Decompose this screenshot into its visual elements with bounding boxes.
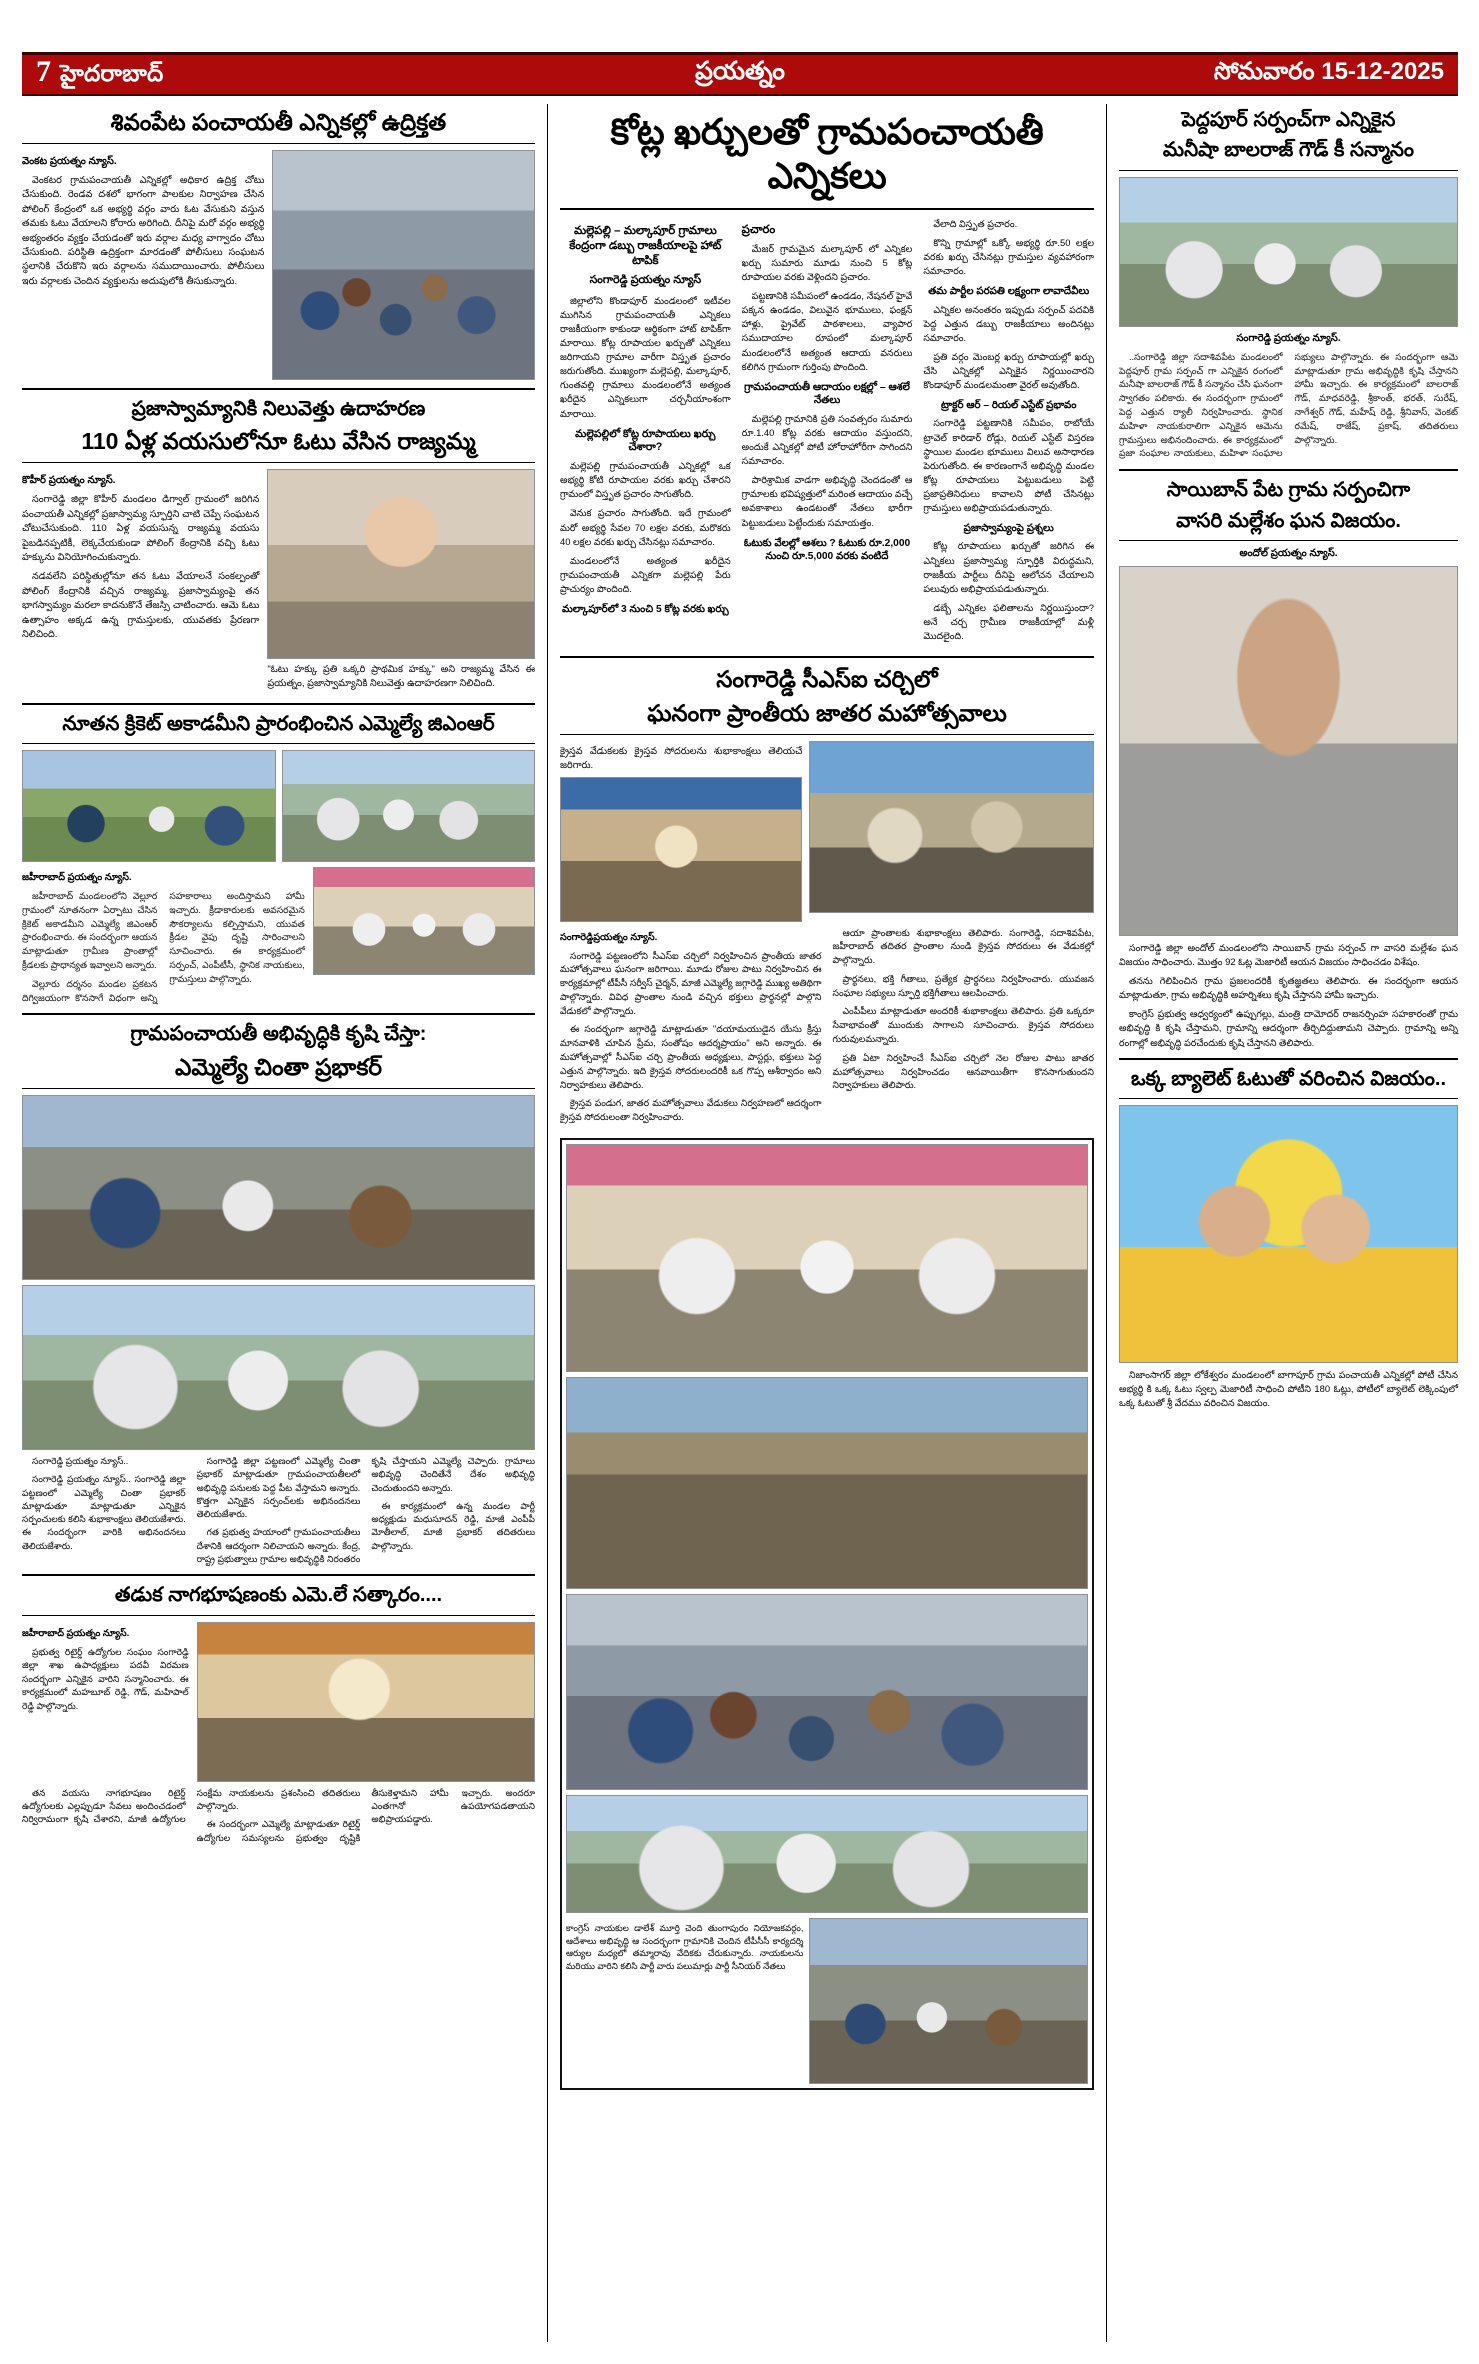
divider bbox=[22, 743, 535, 744]
article-chinta-prabhakar bbox=[22, 1022, 535, 1566]
article-peddapur-sarpanch bbox=[1119, 108, 1458, 461]
divider bbox=[22, 1013, 535, 1015]
body-church-5: ప్రార్థనలు, భక్తి గీతాలు, ప్రత్యేక ప్రార్థనలు నిర్వహించారు. యువజన సంఘాల సభ్యులు స్ఫూర్తి భక్తిగీతాలు ఆలపించారు. bbox=[832, 973, 1094, 998]
divider bbox=[560, 656, 1094, 658]
headline-one-ballot: ఒక్క బ్యాలెట్ ఓటుతో వరించిన విజయం.. bbox=[1130, 1067, 1447, 1090]
headline-rajyamma-vote: 110 ఏళ్ల వయసులోనూ ఓటు వేసిన రాజ్యమ్మ bbox=[81, 428, 476, 455]
photo-church-ceremony bbox=[560, 777, 802, 922]
body-saibanpet-1: సంగారెడ్డి జిల్లా అందోల్ మండలంలోని సాయిబాన్ గ్రామ సర్పంచ్ గా వాసరి మల్లేశం ఘన విజయం సాధించారు. మొత్తం 92 ఓట్ల మెజారిటీ ఆయన విజయం సాధించడం విశేషం. bbox=[1119, 941, 1458, 968]
divider bbox=[22, 388, 535, 390]
divider bbox=[1119, 170, 1458, 171]
photo-shivampet-polling bbox=[272, 150, 535, 380]
photo-chinta-group-2 bbox=[22, 1285, 535, 1450]
body-church-7: ప్రతి ఏటా నిర్వహించే సీఎస్ఐ చర్చిలో నెల రోజుల పాటు జాతర మహోత్సవాలు నిర్వహించడం ఆనవాయితీగా కొనసాగుతుందని నిర్వాహకులు తెలిపారు. bbox=[832, 1052, 1094, 1091]
photo-box-1 bbox=[566, 1144, 1088, 1372]
headline-saibanpet-2: వాసరి మల్లేశం ఘన విజయం. bbox=[1176, 509, 1401, 532]
photo-box-5 bbox=[809, 1918, 1088, 2084]
main-c2-p2: పట్టణానికి సమీపంలో ఉండడం, నేషనల్ హైవే పక్కన ఉండడం, విలువైన భూములు, ఫంక్షన్ హాళ్లు, ప్రైవేట్ పాఠశాలలు, వ్యాపార సముదాయాల రూపంలో మల్కాపూర్ మండలంలోనే అత్యంత ఆదాయ వనరులు కలిగిన గ్రామంగా గుర్తింపు పొందింది. bbox=[741, 290, 913, 372]
middle-column bbox=[547, 104, 1107, 2342]
divider bbox=[1119, 1058, 1458, 1060]
right-column bbox=[1107, 104, 1458, 2342]
divider bbox=[1119, 469, 1458, 471]
headline-shivampet: శివంపేట పంచాయతీ ఎన్నికల్లో ఉద్రిక్తత bbox=[110, 109, 447, 135]
body-peddapur: ..సంగారెడ్డి జిల్లా సదాశివపేట మండలంలో పెద్దపూర్ గ్రామ సర్పంచ్ గా ఎన్నికైన రంగంలో మనీషా బాలరాజ్ గౌడ్ కీ సన్మానం చేసి ఘనంగా స్వాగతం పలికారు. ఈ సందర్భంగా గ్రామంలో పెద్ద ఎత్తున ర్యాలీ నిర్వహించారు. స్థానిక మహిళా నాయకురాలిగా ఎన్నికైన ఆమెను గ్రామస్తులు అభినందించారు. ఈ కార్యక్రమంలో ప్రజా సంఘాల నాయకులు, మహిళా సంఘాల సభ్యులు పాల్గొన్నారు. ఈ సందర్భంగా ఆమె మాట్లాడుతూ గ్రామ అభివృద్ధికి కృషి చేస్తానని హామీ ఇచ్చారు. ఈ కార్యక్రమంలో బాలరాజ్ గౌడ్, మాధవరెడ్డి, శ్రీకాంత్, భరత్, సురేష్, నాగేశ్వర్ గౌడ్, మహేష్ రెడ్డి, శ్రీనివాస్, వెంకట్ రమేష్, రాజేష్, ప్రకాష్, తదితరులు పాల్గొన్నారు. bbox=[1119, 351, 1458, 459]
body-church-6: ఎంపీపీలు మాట్లాడుతూ అందరికీ శుభాకాంక్షలు తెలిపారు. ప్రతి ఒక్కరూ సేవాభావంతో ముందుకు సాగాలని సూచించారు. క్రైస్తవ సోదరులు గురువులమన్నారు. bbox=[832, 1006, 1094, 1045]
masthead-left bbox=[36, 54, 164, 93]
main-c3-p3: ఎన్నికల అనంతరం ఇప్పుడు సర్పంచ్ పదవికి పెద్ద ఎత్తున డబ్బు రాజకీయాలు అందినట్లు సమాచారం. bbox=[923, 303, 1095, 343]
main-c3-p2: కొన్ని గ్రామాల్లో ఒక్కో అభ్యర్థి రూ.50 లక్షల వరకు ఖర్చు చేసినట్లు గ్రామస్తుల వ్యవహారంగా సమాచారం. bbox=[923, 236, 1095, 277]
body-church-2: ఈ సందర్భంగా జగ్గారెడ్డి మాట్లాడుతూ "దయామయుడైన యేసు క్రీస్తు మానవాళికి చూపిన ప్రేమ, సంతోషం ఆదర్శప్రాయం" అని అన్నారు. ఈ మహోత్సవాల్లో సీఎస్ఐ చర్చి ప్రాంతీయ అధ్యక్షులు, పాస్టర్లు, భక్తులు పెద్ద ఎత్తున పాల్గొన్నారు. ఇది క్రైస్తవ సోదరులందరికీ ఒక గొప్ప ఆశీర్వాదం అని నిర్వాహకులు తెలిపారు. bbox=[560, 1024, 822, 1090]
city-name: హైదరాబాద్ bbox=[60, 59, 164, 86]
main-c3-p7: డబ్బే ఎన్నికల ఫలితాలను నిర్ణయిస్తుందా? అనే చర్చ గ్రామీణ రాజకీయాల్లో మళ్లీ మొదలైంది. bbox=[923, 601, 1095, 642]
body-naaga-3: ఈ సందర్భంగా ఎమ్మెల్యే మాట్లాడుతూ రిటైర్డ్ ఉద్యోగుల సమస్యలను ప్రభుత్వం దృష్టికి తీసుకెళ్తామని హామీ ఇచ్చారు. అందరూ ఎంతగానో ఉపయోగపడతాయని అభిప్రాయపడ్డారు. bbox=[196, 1787, 535, 1843]
article-csi-church bbox=[560, 665, 1094, 1130]
main-headline: కోట్ల ఖర్చులతో గ్రామపంచాయతీ ఎన్నికలు bbox=[610, 111, 1044, 196]
subhead-publicity: ప్రచారం bbox=[741, 223, 776, 236]
photo-box-4 bbox=[566, 1795, 1088, 1913]
divider bbox=[1119, 1098, 1458, 1099]
divider bbox=[560, 208, 1094, 210]
photo-cricket-3 bbox=[313, 867, 535, 975]
body-rajyamma: సంగారెడ్డి జిల్లా కొహీర్ మండలం డిగ్వాల్ గ్రామంలో జరిగిన పంచాయతీ ఎన్నికల్లో ప్రజాస్వామ్య స్ఫూర్తిని చాటి చెప్పే సంఘటన చోటుచేసుకుంది. 110 ఏళ్ల వయసున్న రాజ్యమ్మ వయసు పైబడినప్పటికీ, లెక్కచేయకుండా పోలింగ్ కేంద్రానికి వచ్చి ఓటు హక్కును వినియోగించుకున్నారు. bbox=[22, 494, 260, 564]
divider bbox=[560, 734, 1094, 735]
divider bbox=[22, 1088, 535, 1089]
headline-naagabhushanam: తడుక నాగభూషణంకు ఎమె.లే సత్కారం.... bbox=[114, 1584, 443, 1607]
divider bbox=[1119, 540, 1458, 541]
article-rajyamma bbox=[22, 397, 535, 695]
body-chinta-2: సంగారెడ్డి జిల్లా పట్టణంలో ఎమ్మెల్యే చింతా ప్రభాకర్ మాట్లాడుతూ గ్రామపంచాయతీలలో అభివృద్ధి పనులకు పెద్ద పీట వేస్తామని అన్నారు. కొత్తగా ఎన్నికైన సర్పంచ్‌లకు అభినందనలు తెలియజేశారు. bbox=[196, 1455, 361, 1520]
subhead-democracy-questions: ప్రజాస్వామ్యంపై ప్రశ్నలు bbox=[963, 523, 1054, 535]
divider bbox=[22, 1574, 535, 1576]
main-c3-p4: ప్రతి వర్గం మెంబర్ల ఖర్చు రూపాయల్లో ఖర్చు చేసి ఎన్నికల్లో ఎన్నికైన నిర్ణయించారని కొండాపూర్ మండలమంతా వైరల్ అవుతోంది. bbox=[923, 350, 1095, 391]
byline-main: సంగారెడ్డి ప్రయత్నం న్యూస్ bbox=[589, 273, 702, 286]
main-c3-p1: వేలాది విస్తృత ప్రచారం. bbox=[933, 217, 1018, 229]
page-content bbox=[22, 104, 1458, 2342]
byline-sangareddy-4: సంగారెడ్డి ప్రయత్నం న్యూస్.. bbox=[32, 1455, 129, 1466]
left-column bbox=[22, 104, 547, 2342]
byline-peddapur: సంగారెడ్డి ప్రయత్నం న్యూస్. bbox=[1236, 332, 1341, 344]
main-p1: జిల్లాలోని కొండాపూర్ మండలంలో ఇటీవల ముగిసిన గ్రామపంచాయతీ ఎన్నికలు రాజకీయంగా కాకుండా ఆర్థికంగా హాట్ టాపిక్‌గా మారాయి. కోట్ల రూపాయల ఖర్చుతో ఎన్నికలు జరిగాయని గ్రామాల వారీగా విస్తృత ప్రచారం జరుగుతోంది. ముఖ్యంగా మల్లెపల్లి, మల్కాపూర్, గుంతవల్లి గ్రామాలు మండలంలోనే అత్యంత ఖరీదైన ఎన్నికలుగా చర్చనీయాంశంగా మారాయి. bbox=[560, 294, 731, 419]
photo-box-3 bbox=[566, 1594, 1088, 1790]
article-shivampet bbox=[22, 108, 535, 380]
headline-cricket-academy: నూతన క్రికెట్ అకాడమీని ప్రారంభించిన ఎమ్మెల్యే జిఎంఆర్ bbox=[62, 712, 495, 735]
photo-cricket-1 bbox=[22, 750, 276, 862]
body-saibanpet-2: తనను గెలిపించిన గ్రామ ప్రజలందరికీ కృతజ్ఞతలు తెలిపారు. ఈ సందర్భంగా ఆయన మాట్లాడుతూ, గ్రామ అభివృద్ధికి అహర్నిశలు కృషి చేస్తానని హామీ ఇచ్చారు. bbox=[1119, 975, 1458, 1001]
photo-box-bottom bbox=[560, 1138, 1094, 2090]
byline-shivampet: వెంకట ప్రయత్నం న్యూస్. bbox=[22, 156, 117, 168]
article-cricket-academy bbox=[22, 712, 535, 1006]
byline-andol: అందోల్ ప్రయత్నం న్యూస్. bbox=[1239, 547, 1338, 559]
note-malkapur-expense: మల్కాపూర్‌లో 3 నుంచి 5 కోట్ల వరకు ఖర్చు bbox=[562, 604, 729, 616]
photo-box-2 bbox=[566, 1377, 1088, 1589]
body-cricket-2: వెల్లూరు దర్శనం మండల ప్రకటన దిగ్విజయంగా కొనసాగే విధంగా అన్ని సహకారాలు అందిస్తామని హామీ ఇచ్చారు. క్రీడాకారులకు అవసరమైన సౌకర్యాలను కల్పిస్తామని, యువత క్రీడల వైపు దృష్టి సారించాలని సూచించారు. ఈ కార్యక్రమంలో సర్పంచ్, ఎంపీటీసీ, స్థానిక నాయకులు, గ్రామస్తులు పాల్గొన్నారు. bbox=[22, 891, 305, 1003]
body-chinta-3: గత ప్రభుత్వ హయాంలో గ్రామపంచాయతీలు దేశానికి ఆదర్శంగా నిలిచాయని అన్నారు. కేంద్ర, రాష్ట్ర ప్రభుత్వాలు గ్రామాల అభివృద్ధికి నిరంతరం కృషి చేస్తాయని ఎమ్మెల్యే చెప్పారు. గ్రామాలు అభివృద్ధి చెందితేనే దేశం అభివృద్ధి చెందుతుందని అన్నారు. bbox=[196, 1455, 535, 1565]
subhead-real-estate: ట్రాక్టర్ ఆర్ – రియల్ ఎస్టేట్ ప్రభావం bbox=[940, 400, 1077, 412]
body-church-4: ఆయా ప్రాంతాలకు శుభాకాంక్షలు తెలిపారు. సంగారెడ్డి, సదాశివపేట, జహీరాబాద్ తదితర ప్రాంతాల నుండి క్రైస్తవ సోదరులు ఈ వేడుకల్లో పాల్గొన్నారు. bbox=[832, 927, 1094, 966]
headline-democracy-example: ప్రజాస్వామ్యానికి నిలువెత్తు ఉదాహరణ bbox=[131, 398, 426, 421]
subhead-mallepalli-crores: మల్లెపల్లిలో కోట్ల రూపాయలు ఖర్చు చేశారా? bbox=[575, 427, 716, 454]
headline-peddapur-1: పెద్దపూర్ సర్పంచ్‌గా ఎన్నికైన bbox=[1181, 109, 1396, 131]
article-naagabhushanam bbox=[22, 1583, 535, 1845]
byline-zaheerabad: జహీరాబాద్ ప్రయత్నం న్యూస్. bbox=[22, 872, 132, 884]
main-article-body bbox=[560, 217, 1094, 648]
body-one-ballot: నిజాంసాగర్ జిల్లా లోకేశ్వరం మండలంలో బాగాపూర్ గ్రామ పంచాయతీ ఎన్నికల్లో పోటీ చేసిన అభ్యర్థి కి ఒక్క ఓటు స్వల్ప మెజారిటీ సాధించి పోటీని 180 ఓట్లు, పోటీలో బ్యాలెట్ లెక్కింపులో ఒక్క ఓటుతో శ్రీ వేదము వరించిన విజయం. bbox=[1119, 1369, 1458, 1409]
page-number: 7 bbox=[36, 54, 51, 88]
divider bbox=[22, 703, 535, 705]
subhead-party-transactions: తమ పార్టీల పరపతి లక్ష్యంగా లావాదేవీలు bbox=[928, 286, 1090, 298]
main-p2: మల్లెపల్లి గ్రామపంచాయతీ ఎన్నికల్లో ఒక అభ్యర్థి కోటి రూపాయల వరకు ఖర్చు చేశారని గ్రామంలో విస్తృత ప్రచారం సాగుతోంది. bbox=[560, 460, 731, 500]
headline-mla-chinta: ఎమ్మెల్యే చింతా ప్రభాకర్ bbox=[175, 1053, 382, 1080]
divider bbox=[22, 1615, 535, 1616]
main-c2-p3: మల్లెపల్లి గ్రామానికి ప్రతి సంవత్సరం సుమారు రూ.1.40 కోట్ల వరకు ఆదాయం వస్తుందని, అందుకే ఎన్నికల్లో పోటీ హోరాహోరీగా సాగిందని సమాచారం. bbox=[741, 412, 913, 467]
photo-caption-rajyamma: "ఓటు హక్కు ప్రతి ఒక్కరి ప్రాథమిక హక్కు" అని రాజ్యమ్మ వేసిన ఈ ప్రయత్నం, ప్రజాస్వామ్యానికి నిలువెత్తు ఉదాహరణగా నిలిచింది. bbox=[267, 664, 535, 690]
subhead-panchayat-income: గ్రామపంచాయతీ ఆదాయం లక్షల్లో – ఆశలే నేతలు bbox=[744, 381, 910, 407]
byline-zaheerabad-5: జహీరాబాద్ ప్రయత్నం న్యూస్. bbox=[22, 1626, 130, 1638]
main-p3: వెనుక ప్రచారం సాగుతోంది. ఇదే గ్రామంలో మరో అభ్యర్థి సేవల 70 లక్షల వరకు, మరొకరు 40 లక్షల వరకు ఖర్చు చేసినట్లు సమాచారం. bbox=[560, 507, 731, 547]
main-c2-p1: మేజర్ గ్రామమైన మల్కాపూర్ లో ఎన్నికల ఖర్చు సుమారు మూడు నుంచి 5 కోట్ల రూపాయల వరకు వెళ్లిందని ప్రచారం. bbox=[741, 242, 913, 283]
body-naaga-2: తన వయసు నాగభూషణం రిటైర్డ్ ఉద్యోగులకు ఎల్లప్పుడూ సేవలు అందించడంలో నిర్విరామంగా కృషి చేశారని, మాజీ ఉద్యోగుల సంక్షేమ నాయకులను ప్రశంసించి తదితరులు పాల్గొన్నారు. bbox=[22, 1787, 361, 1825]
main-p4: మండలంలోనే అత్యంత ఖరీదైన గ్రామపంచాయతీ ఎన్నికగా మల్లెపల్లి పేరు ప్రాచుర్యం పొందింది. bbox=[560, 554, 731, 595]
body-shivampet: వెంకటర గ్రామపంచాయతీ ఎన్నికల్లో అధికార ఉద్రిక్త చోటు చేసుకుంది. రెండవ దశలో భాగంగా పాలకుల నిర్వాహణ చేసిన పోలింగ్ కేంద్రంలో ఒక అభ్యర్థి వర్గం వారు ఓట వేసుకుని వస్తున తమకు ఓటు వేయాలని కోరారు అరిగింది. దీనిపై మరో వర్గం అభ్యర్థి అభ్యంతరం వ్యక్తం చేయడంతో ఇరు వర్గాల మధ్య వాగ్వాదం చోటు చేసుకుంది. పరిస్థితి ఉద్రిక్తంగా మారడంతో పోలీసులు సంఘటన స్థలానికి చేరుకొని ఇరు వర్గాలను సముదాయించారు. పోలీసులు ఇరు వర్గాలకు చెందిన వ్యక్తులను అదుపులోకి తీసుకున్నారు. bbox=[22, 175, 265, 287]
body-chinta-1: సంగారెడ్డి ప్రయత్నం న్యూస్.. సంగారెడ్డి జిల్లా పట్టణంలో ఎమ్మెల్యే చింతా ప్రభాకర్ మాట్లాడుతూ మాట్లాడుతూ ఎన్నికైన సర్పంచులకు కలిసి శుభాకాంక్షలు తెలియజేశారు. ఈ సందర్భంగా వారికి అభినందనలు తెలియజేశారు. bbox=[22, 1474, 186, 1551]
byline-church: సంగారెడ్డిప్రయత్నం న్యూస్. bbox=[560, 931, 658, 943]
headline-panchayat-development: గ్రామపంచాయతీ అభివృద్ధికి కృషి చేస్తా: bbox=[130, 1023, 427, 1046]
photo-malleshem-portrait bbox=[1119, 566, 1458, 936]
body-church-1: సంగారెడ్డి పట్టణంలోని సీఎస్ఐ చర్చిలో నిర్వహించిన ప్రాంతీయ జాతర మహోత్సవాలు ఘనంగా జరిగాయి. మూడు రోజుల పాటు నిర్వహించిన ఈ కార్యక్రమాల్లో టీపీసీ సర్వీస్ చైర్మన్, మాజీ ఎమ్మెల్యే జగ్గారెడ్డి ముఖ్య అతిథిగా పాల్గొన్నారు. వివిధ ప్రాంతాల నుండి వచ్చిన భక్తులు ప్రార్థనల్లో పాల్గొని వేడుకలో పాల్గొన్నారు. bbox=[560, 950, 822, 1016]
photo-rajyamma bbox=[267, 469, 535, 659]
main-c2-p4: పారిశ్రామిక వాడగా అభివృద్ధి చెందడంతో ఆ గ్రామాలకు భవిష్యత్తులో మరింత ఆదాయం వచ్చే అవకాశాలు ఉండటంతో నేతలు భారీగా పెట్టుబడులు పెట్టేందుకు సమాయత్తం. bbox=[741, 474, 913, 528]
divider bbox=[22, 462, 535, 463]
byline-kohir: కొహీర్ ప్రయత్నం న్యూస్. bbox=[22, 475, 116, 487]
subhead-mallepalli-malkapur: మల్లెపల్లి – మల్కాపూర్ గ్రామాలు కేంద్రంగా డబ్బు రాజకీయాలపై హాట్ టాపిక్ bbox=[569, 224, 722, 267]
photo-winner-couple bbox=[1119, 1105, 1458, 1363]
body-naaga-1: ప్రభుత్వ రిటైర్డ్ ఉద్యోగుల సంఘం సంగారెడ్డి జిల్లా శాఖ ఉపాధ్యక్షులు పదవీ విరమణ సందర్భంగా ఎన్నికైన వారిని సన్మానించారు. ఈ కార్యక్రమంలో మహబూబ్ రెడ్డి, గౌడ్, మహిపాల్ రెడ్డి పాల్గొన్నారు. bbox=[22, 1646, 189, 1711]
caption-box-bottom: కాంగ్రెస్ నాయకుల డాలేశ్ మూర్తి చెంది తుంగాపురం నియోజకవర్గం, ఆదేశాలు అభివృద్ధి ఆ సందర్భంగా గ్రామానికి చెందిన టీపీసీసీ కార్యదర్శి ఆర్యుల మధ్యలో తమ్మారావు వేదికకు చేరుకున్నారు. నాయకులను మరియు వారిని కలిసి పార్టీ వారు పలుమార్లు పార్టీ సీనియర్ నేతలు bbox=[566, 1923, 804, 1971]
headline-csi-church-1: సంగారెడ్డి సీఎస్ఐ చర్చిలో bbox=[716, 666, 938, 693]
headline-saibanpet-1: సాయిబాన్ పేట గ్రామ సర్పంచిగా bbox=[1166, 479, 1411, 502]
article-saibanpet-sarpanch bbox=[1119, 478, 1458, 1050]
body-church-3: క్రైస్తవ పండుగ, జాతర మహోత్సవాలు వేడుకలు నిర్వహణలో ఆదర్శంగా క్రైస్తవ సోదరులంతా నిర్వహించారు. bbox=[560, 1098, 822, 1123]
body-saibanpet-3: కాంగ్రెస్ ప్రభుత్వ ఆధ్వర్యంలో ఉప్పుగల్లు, మంత్రి దామోదర్ రాజనర్సింహ సహకారంతో గ్రామ అభివృద్ధి కి కృషి చేస్తామని, గ్రామాన్ని ఆదర్శంగా తీర్చిదిద్దుతామని చెప్పారు. గ్రామాన్ని అన్ని రంగాల్లో అభివృద్ధి పరచేందుకు కృషి చేస్తానని తెలిపారు. bbox=[1119, 1008, 1458, 1048]
body-cricket-1: జహీరాబాద్ మండలంలోని వెల్లూర గ్రామంలో నూతనంగా ఏర్పాటు చేసిన క్రికెట్ అకాడమీని ఎమ్మెల్యే జిఎంఆర్ ప్రారంభించారు. ఈ సందర్భంగా ఆయన మాట్లాడుతూ గ్రామీణ ప్రాంతాల్లో క్రీడలకు ప్రాధాన్యత ఇవ్వాలని అన్నారు. bbox=[22, 891, 158, 971]
subhead-vote-price: ఓటుకు వేలల్లో ఆశలు ? ఓటుకు రూ.2,000 నుంచి రూ.5,000 వరకు వంటిదే bbox=[743, 537, 911, 562]
article-one-ballot-vote bbox=[1119, 1067, 1458, 1411]
divider bbox=[22, 143, 535, 144]
photo-felicitation bbox=[197, 1622, 535, 1782]
body-chinta-4: ఈ కార్యక్రమంలో ఉన్న మండల పార్టీ అధ్యక్షుడు మధుసూదన్ రెడ్డి, మాజీ ఎంపీపీ మోతీలాల్, మాజీ ప్రభాకర్ తదితరులు పాల్గొన్నారు. bbox=[371, 1500, 535, 1551]
caption-rajyamma: నడవలేని పరిస్థితుల్లోనూ తన ఓటు వేయాలనే సంకల్పంతో పోలింగ్ కేంద్రానికి వచ్చిన రాజ్యమ్మ, ప్రజాస్వామ్యంపై తన భాగస్వామ్యం మరలా కాదనుకొనే తేజస్సి చాటించారు. ఆమె ఓటు ఉత్సాహం అక్కడ ఉన్న గ్రామస్తులకు, యువతకు ప్రేరణగా నిలిచింది. bbox=[22, 571, 260, 640]
photo-cricket-2 bbox=[282, 750, 536, 862]
photo-peddapur-group bbox=[1119, 177, 1458, 327]
publication-date: సోమవారం 15-12-2025 bbox=[1213, 58, 1444, 85]
masthead bbox=[22, 52, 1458, 96]
main-c3-p6: కోట్ల రూపాయలు ఖర్చుతో జరిగిన ఈ ఎన్నికలు ప్రజాస్వామ్య స్ఫూర్తికి విరుద్ధమని, రాజకీయ పార్టీలు దీనిపై ఆలోచన చేయాలని పలువురు అభిప్రాయపడుతున్నారు. bbox=[923, 540, 1095, 594]
caption-church-1: క్రైస్తవ వేడుకలకు క్రైస్తవ సోదరులను శుభాకాంక్షలు తెలియచే జరిగారు. bbox=[560, 746, 803, 771]
main-c3-p5: సంగారెడ్డి పట్టణానికి సమీపం, రాబోయే ట్రావెల్ కారిడార్ రోడ్లు, రియల్ ఎస్టేట్ విస్తరణ స్థాయిల మండల భూములు విలువ అసాధారణ పెరుగుతోంది. ఈ కారణంగానే అభివృద్ధి మండల కోట్ల రూపాయలు పెట్టుబడులు పెట్టి ప్రజాప్రతినిధులు కావాలని పోటీ చేసినట్లు గ్రామస్తులు అభిప్రాయపడుతున్నారు. bbox=[923, 417, 1095, 514]
photo-church-hall bbox=[809, 741, 1094, 913]
headline-peddapur-2: మనీషా బాలరాజ్ గౌడ్ కీ సన్మానం bbox=[1162, 139, 1415, 162]
paper-title: ప్రయత్నం bbox=[695, 57, 785, 85]
photo-chinta-group-1 bbox=[22, 1095, 535, 1280]
headline-csi-church-2: ఘనంగా ప్రాంతీయ జాతర మహోత్సవాలు bbox=[647, 700, 1007, 727]
